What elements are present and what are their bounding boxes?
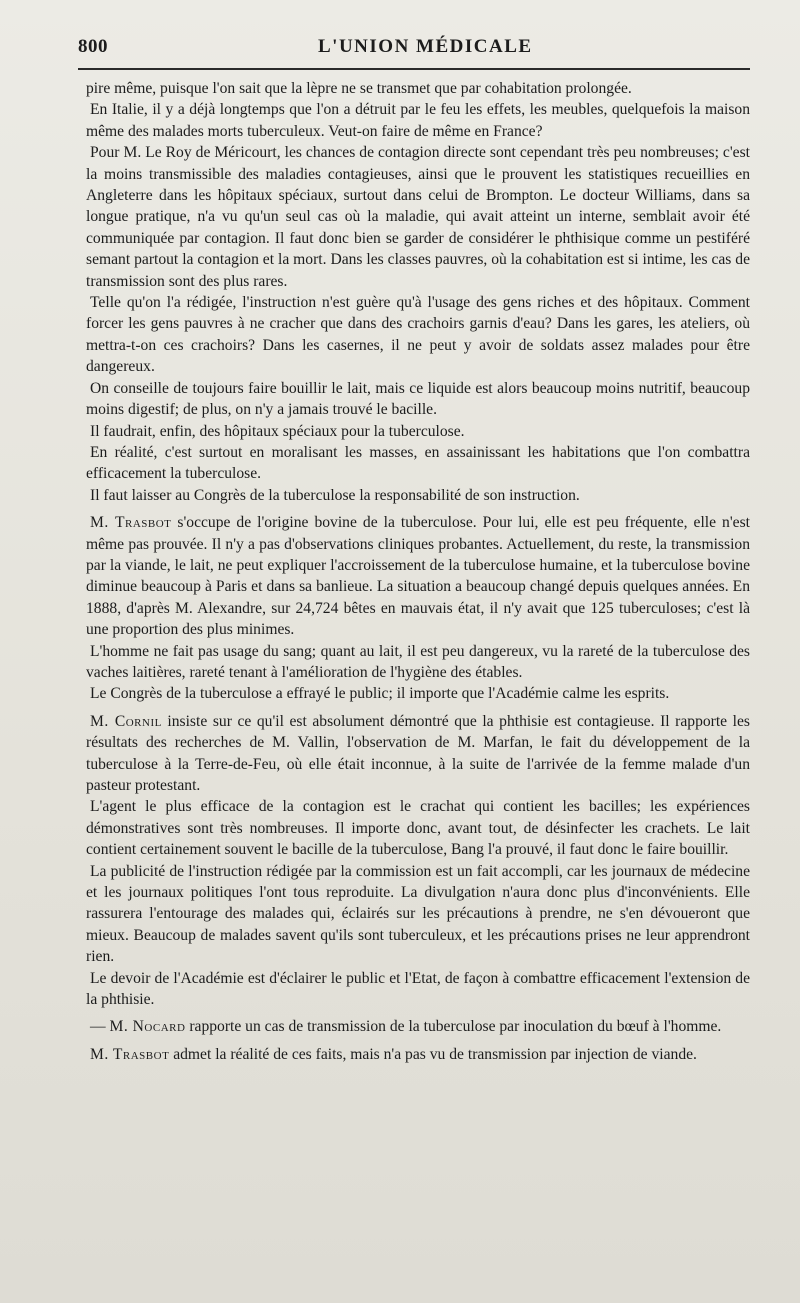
paragraph: Telle qu'on l'a rédigée, l'instruction n'est guère qu'à l'usage des gens riches et des hôpitaux. Comment forcer les gens pauvres à ne cracher que dans des crachoirs garnis d'eau? Dans les gares, les ateliers, où mettra-t-on ces crachoirs? Dans les casernes, il ne peut y avoir de soldats assez malades pour être dangereux.: [86, 294, 750, 376]
paragraph: Pour M. Le Roy de Méricourt, les chances de contagion directe sont cependant très peu nombreuses; c'est la moins transmissible des maladies contagieuses, ainsi que le prouvent les statistiques recueillies en Angleterre dans les hôpitaux spéciaux, surtout dans celui de Brompton. Le docteur Williams, dans sa longue pratique, n'a vu qu'un seul cas où la maladie, qui avait atteint un interne, semblait avoir été communiquée par contagion. Il faut donc bien se garder de considérer le phthisique comme un pestiféré semant partout la contagion et la mort. Dans les classes pauvres, où la cohabitation est si intime, les cas de transmission sont des plus rares.: [86, 144, 750, 290]
paragraph: — M. Nocard rapporte un cas de transmission de la tuberculose par inoculation du bœuf à l'homme.: [90, 1018, 722, 1036]
article-body: [86, 78, 750, 1065]
paragraph: M. Trasbot s'occupe de l'origine bovine de la tuberculose. Pour lui, elle est peu fréquente, elle n'est même pas prouvée. Il n'y a pas d'observations cliniques probantes. Actuellement, du reste, la transmission par la viande, le lait, ne peut expliquer l'accroissement de la tuberculose humaine, et la tuberculose bovine diminue beaucoup à Paris et dans sa banlieue. La situation a beaucoup changé depuis quelques années. En 1888, d'après M. Alexandre, sur 24,724 bêtes en mauvais état, il n'y avait que 125 tuberculoses; c'est là une proportion des plus minimes.: [86, 514, 750, 639]
paragraph: M. Trasbot admet la réalité de ces faits, mais n'a pas vu de transmission par injection de viande.: [90, 1045, 697, 1063]
paragraph: On conseille de toujours faire bouillir le lait, mais ce liquide est alors beaucoup moins nutritif, beaucoup moins digestif; de plus, on n'y a jamais trouvé le bacille.: [86, 379, 750, 419]
journal-title: L'UNION MÉDICALE: [318, 36, 533, 57]
page-header: [78, 30, 748, 64]
paragraph: L'homme ne fait pas usage du sang; quant au lait, il est peu dangereux, vu la rareté de la tuberculose des vaches laitières, rareté tenant à l'amélioration de l'hygiène des étables.: [86, 642, 750, 681]
speaker-name: M. Nocard: [109, 1018, 186, 1036]
paragraph: Le Congrès de la tuberculose a effrayé le public; il importe que l'Académie calme les esprits.: [90, 685, 670, 703]
paragraph: Il faudrait, enfin, des hôpitaux spéciaux pour la tuberculose.: [90, 422, 465, 440]
speaker-name: M. Trasbot: [90, 514, 172, 532]
paragraph: M. Cornil insiste sur ce qu'il est absolument démontré que la phthisie est contagieuse. Il rapporte les résultats des recherches de M. Vallin, l'observation de M. Marfan, le fait du développement de la tuberculose à la Terre-de-Feu, où elle était inconnue, à la suite de l'arrivée de la femme malade d'un pasteur protestant.: [86, 712, 750, 794]
header-rule: [78, 68, 750, 70]
paragraph: Il faut laisser au Congrès de la tuberculose la responsabilité de son instruction.: [90, 486, 580, 504]
speaker-name: M. Trasbot: [90, 1045, 170, 1063]
paragraph: En Italie, il y a déjà longtemps que l'on a détruit par le feu les effets, les meubles, quelquefois la maison même des malades morts tuberculeux. Veut-on faire de même en France?: [86, 101, 750, 140]
paragraph: Le devoir de l'Académie est d'éclairer le public et l'Etat, de façon à combattre efficacement l'extension de la phthisie.: [86, 969, 750, 1009]
paragraph: pire même, puisque l'on sait que la lèpre ne se transmet que par cohabitation prolongée.: [86, 80, 632, 97]
speaker-name: M. Cornil: [90, 712, 162, 730]
paragraph: En réalité, c'est surtout en moralisant les masses, en assainissant les habitations que l'on combattra efficacement la tuberculose.: [86, 443, 750, 483]
page-number: 800: [78, 36, 108, 57]
paragraph: L'agent le plus efficace de la contagion est le crachat qui contient les bacilles; les expériences démonstratives sont très nombreuses. Il importe donc, avant tout, de désinfecter les crachets. Le lait contient certainement souvent le bacille de la tuberculose, Bang l'a prouvé, il faut donc le faire bouillir.: [86, 798, 750, 859]
paragraph: La publicité de l'instruction rédigée par la commission est un fait accompli, car les journaux de médecine et les journaux politiques l'ont tous reproduite. La divulgation n'aura donc plus d'inconvénients. Elle rassurera l'entourage des malades qui, éclairés sur les précautions à prendre, ne s'en dévoueront que mieux. Beaucoup de malades savent qu'ils sont tuberculeux, et les précautions prises ne leur apprendront rien.: [86, 862, 750, 966]
